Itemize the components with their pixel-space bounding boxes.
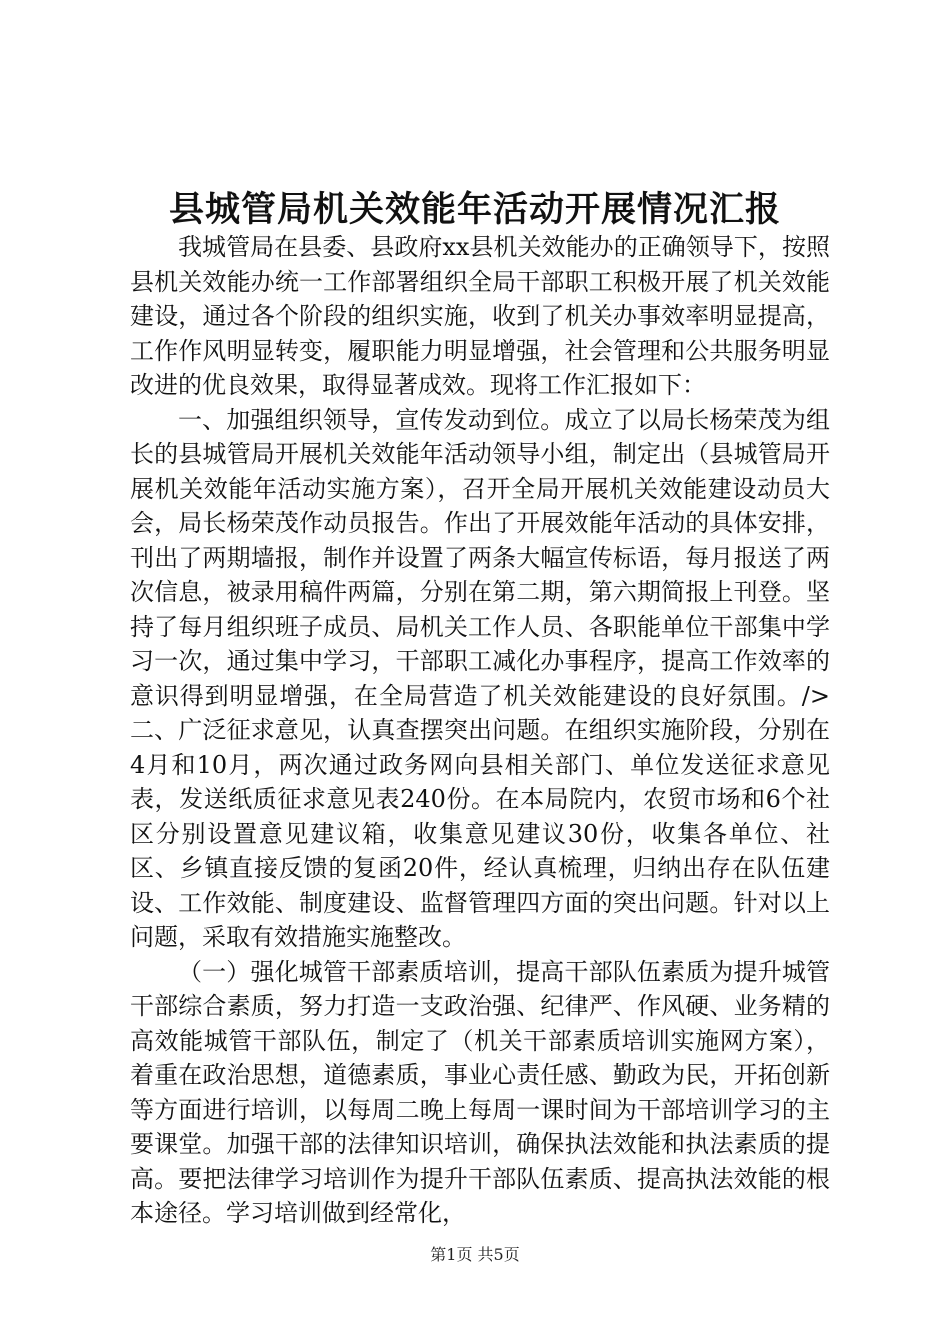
document-body (130, 230, 830, 1231)
paragraph-subsection-one: （一）强化城管干部素质培训，提高干部队伍素质为提升城管干部综合素质，努力打造一支政治强、纪律严、作风硬、业务精的高效能城管干部队伍，制定了（机关干部素质培训实施网方案），着重在政治思想，道德素质，事业心责任感、勤政为民，开拓创新等方面进行培训，以每周二晚上每周一课时间为干部培训学习的主要课堂。加强干部的法律知识培训，确保执法效能和执法素质的提高。要把法律学习培训作为提升干部队伍素质、提高执法效能的根本途径。学习培训做到经常化， (130, 957, 830, 1227)
paragraph-intro: 我城管局在县委、县政府xx县机关效能办的正确领导下，按照县机关效能办统一工作部署组织全局干部职工积极开展了机关效能建设，通过各个阶段的组织实施，收到了机关办事效率明显提高，工作作风明显转变，履职能力明显增强，社会管理和公共服务明显改进的优良效果，取得显著成效。现将工作汇报如下： (130, 233, 830, 399)
paragraph-section-one-two: 一、加强组织领导，宣传发动到位。成立了以局长杨荣茂为组长的县城管局开展机关效能年活动领导小组，制定出（县城管局开展机关效能年活动实施方案），召开全局开展机关效能建设动员大会，局长杨荣茂作动员报告。作出了开展效能年活动的具体安排，刊出了两期墙报，制作并设置了两条大幅宣传标语，每月报送了两次信息，被录用稿件两篇，分别在第二期，第六期简报上刊登。坚持了每月组织班子成员、局机关工作人员、各职能单位干部集中学习一次，通过集中学习，干部职工减化办事程序，提高工作效率的意识得到明显增强，在全局营造了机关效能建设的良好氛围。/>二、广泛征求意见，认真查摆突出问题。在组织实施阶段，分别在4月和10月，两次通过政务网向县相关部门、单位发送征求意见表，发送纸质征求意见表240份。在本局院内，农贸市场和6个社区分别设置意见建议箱，收集意见建议30份，收集各单位、社区、乡镇直接反馈的复函20件，经认真梳理，归纳出存在队伍建设、工作效能、制度建设、监督管理四方面的突出问题。针对以上问题，采取有效措施实施整改。 (130, 405, 830, 951)
page-number-footer: 第1页 共5页 (430, 1245, 520, 1264)
document-title: 县城管局机关效能年活动开展情况汇报 (168, 190, 781, 230)
